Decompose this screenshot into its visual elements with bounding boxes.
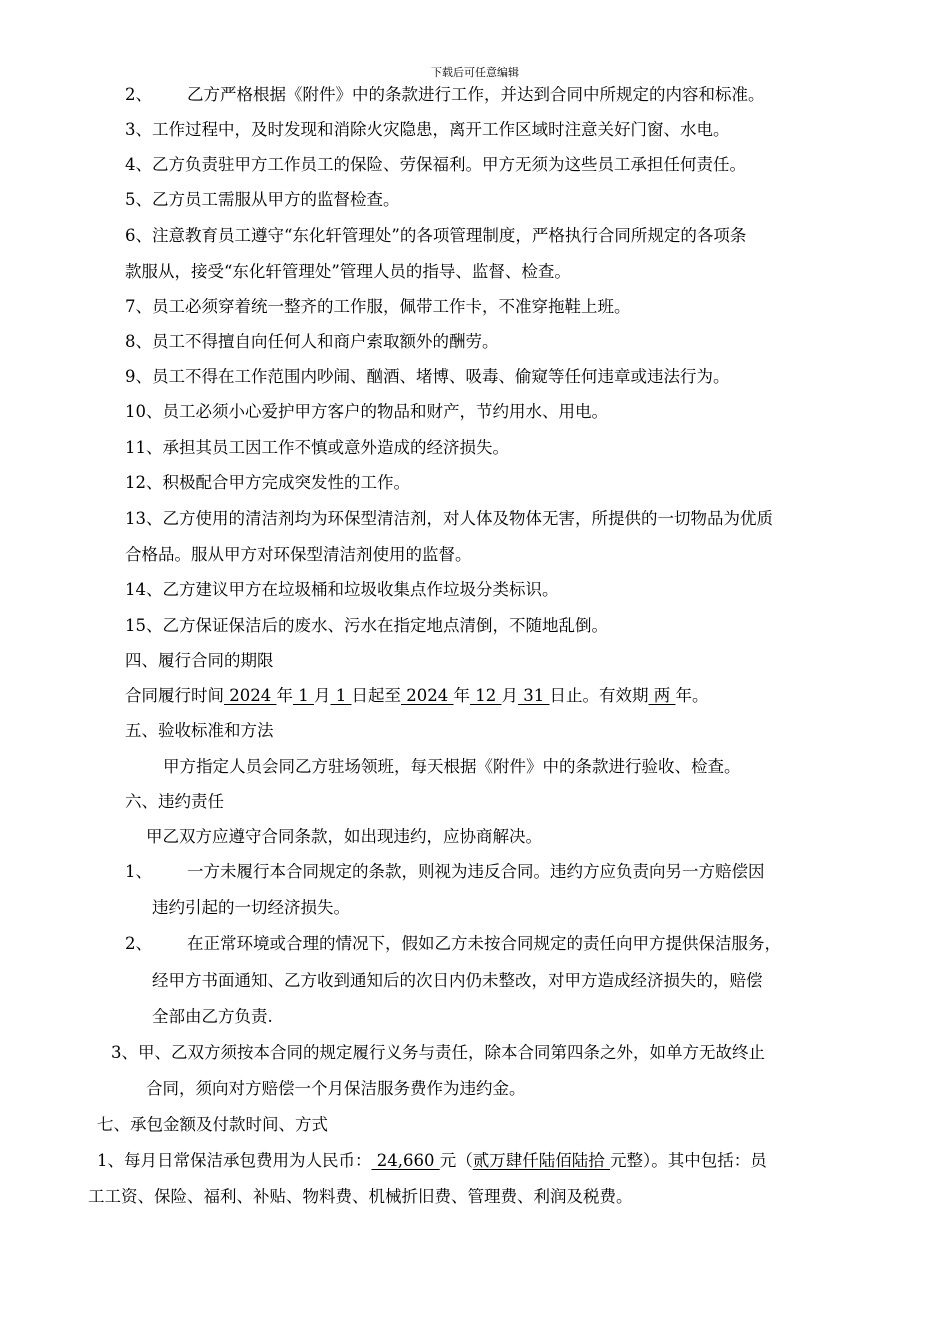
section-5-heading: 五、验收标准和方法: [125, 721, 274, 740]
breach-item-1-line1: 一方未履行本合同规定的条款，则视为违反合同。违约方应负责向另一方赔偿因: [187, 862, 765, 881]
clause-item-8: 8、员工不得擅自向任何人和商户索取额外的酬劳。: [125, 332, 499, 351]
breach-item-3-line1: 3、甲、乙双方须按本合同的规定履行义务与责任，除本合同第四条之外，如单方无故终止: [111, 1043, 765, 1062]
breach-item-1-line2: 违约引起的一切经济损失。: [152, 898, 350, 917]
validity-label: 日止。有效期: [549, 686, 649, 705]
breach-item-3-line2: 合同，须向对方赔偿一个月保洁服务费作为违约金。: [146, 1079, 526, 1098]
section-7-heading: 七、承包金额及付款时间、方式: [97, 1115, 328, 1134]
breach-item-2-line2: 经甲方书面通知、乙方收到通知后的次日内仍未整改，对甲方造成经济损失的，赔偿: [152, 971, 763, 990]
validity-period: 两: [648, 686, 676, 705]
clause-item-12: 12、积极配合甲方完成突发性的工作。: [125, 473, 410, 492]
contract-term-line: [125, 685, 708, 707]
breach-item-2-line1: 在正常环境或合理的情况下，假如乙方未按合同规定的责任向甲方提供保洁服务，: [187, 934, 781, 953]
clause-item-5: 5、乙方员工需服从甲方的监督检查。: [125, 190, 400, 209]
yuan-label: 元（: [439, 1151, 473, 1170]
clause-item-14: 14、乙方建议甲方在垃圾桶和垃圾收集点作垃圾分类标识。: [125, 580, 559, 599]
fee-line: [97, 1150, 767, 1172]
start-month: 1: [292, 686, 314, 705]
start-year: 2024: [224, 686, 277, 705]
clause-item-3: 3、工作过程中，及时发现和消除火灾隐患，离开工作区域时注意关好门窗、水电。: [125, 120, 730, 139]
breach-intro: 甲乙双方应遵守合同条款，如出现违约，应协商解决。: [146, 827, 542, 846]
clause-item-13-line1: 13、乙方使用的清洁剂均为环保型清洁剂，对人体及物体无害，所提供的一切物品为优质: [125, 509, 773, 528]
fee-amount-in-words: 贰万肆仟陆佰陆拾: [472, 1151, 610, 1170]
end-day: 31: [517, 686, 550, 705]
breach-item-2-number: 2、: [125, 934, 152, 953]
end-year: 2024: [400, 686, 454, 705]
clause-item-13-line2: 合格品。服从甲方对环保型清洁剂使用的监督。: [125, 545, 472, 564]
section-6-heading: 六、违约责任: [125, 792, 224, 811]
clause-item-15: 15、乙方保证保洁后的废水、污水在指定地点清倒，不随地乱倒。: [125, 616, 608, 635]
fee-suffix: 元整）。其中包括：员: [609, 1151, 767, 1170]
day-to-label: 日起至: [351, 686, 401, 705]
fee-prefix: 1、每月日常保洁承包费用为人民币：: [97, 1151, 372, 1170]
clause-item-2-text: 乙方严格根据《附件》中的条款进行工作，并达到合同中所规定的内容和标准。: [187, 85, 765, 104]
year-label: 年: [276, 686, 293, 705]
month-label: 月: [501, 686, 518, 705]
fee-inclusions: 工工资、保险、福利、补贴、物料费、机械折旧费、管理费、利润及税费。: [88, 1187, 633, 1206]
clause-item-6-line2: 款服从，接受“东化轩管理处”管理人员的指导、监督、检查。: [125, 262, 571, 281]
clause-item-7: 7、员工必须穿着统一整齐的工作服，佩带工作卡，不准穿拖鞋上班。: [125, 297, 631, 316]
clause-item-4: 4、乙方负责驻甲方工作员工的保险、劳保福利。甲方无须为这些员工承担任何责任。: [125, 155, 746, 174]
clause-item-6-line1: 6、注意教育员工遵守“东化轩管理处”的各项管理制度，严格执行合同所规定的各项条: [125, 226, 747, 245]
monthly-fee-amount: 24,660: [371, 1151, 440, 1170]
page-header: 下载后可任意编辑: [431, 66, 519, 79]
breach-item-2-line3: 全部由乙方负责.: [152, 1007, 273, 1026]
month-label: 月: [313, 686, 331, 705]
year-label: 年: [453, 686, 470, 705]
breach-item-1-number: 1、: [125, 862, 152, 881]
end-month: 12: [469, 686, 502, 705]
clause-item-2-number: 2、: [125, 85, 152, 104]
term-prefix: 合同履行时间: [125, 686, 224, 705]
clause-item-9: 9、员工不得在工作范围内吵闹、酗酒、堵博、吸毒、偷窥等任何违章或违法行为。: [125, 367, 730, 386]
clause-item-11: 11、承担其员工因工作不慎或意外造成的经济损失。: [125, 438, 509, 457]
clause-item-10: 10、员工必须小心爱护甲方客户的物品和财产，节约用水、用电。: [125, 402, 608, 421]
section-4-heading: 四、履行合同的期限: [125, 651, 274, 670]
years-suffix: 年。: [675, 686, 709, 705]
start-day: 1: [330, 686, 352, 705]
acceptance-text: 甲方指定人员会同乙方驻场领班，每天根据《附件》中的条款进行验收、检查。: [163, 757, 741, 776]
